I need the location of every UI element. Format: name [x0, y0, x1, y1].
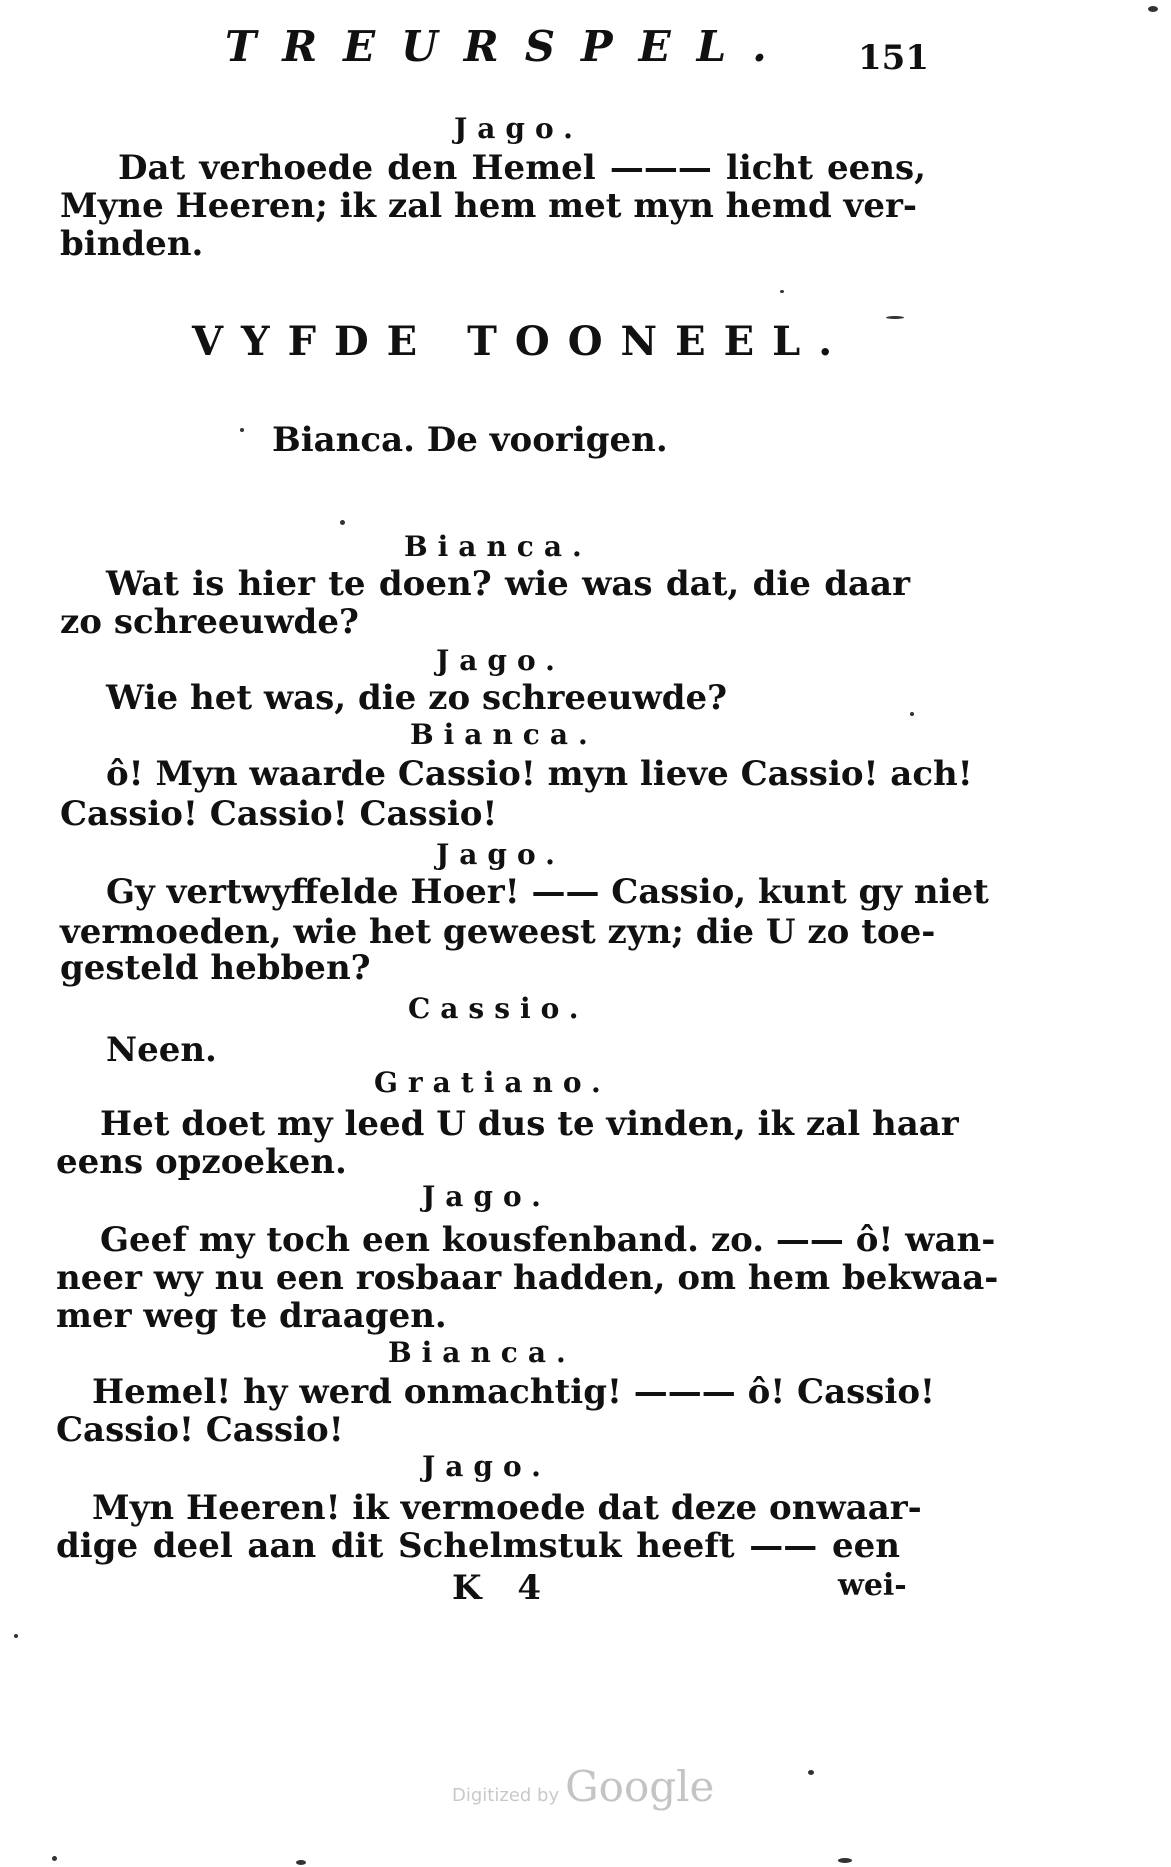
text-line: ô! Myn waarde Cassio! myn lieve Cassio! ach!	[106, 754, 973, 794]
watermark	[452, 1762, 714, 1811]
text-line: neer wy nu een rosbaar hadden, om hem bekwaa-	[56, 1258, 999, 1298]
text-line: Wie het was, die zo schreeuwde?	[106, 678, 728, 718]
watermark-small-text: Digitized by	[452, 1785, 560, 1806]
text-line: Wat is hier te doen? wie was dat, die daar	[106, 564, 910, 604]
text-line: zo schreeuwde?	[60, 602, 359, 642]
text-line: dige deel aan dit Schelmstuk heeft —— een	[56, 1526, 900, 1566]
speaker-label: Cassio.	[408, 992, 589, 1025]
speaker-label: Bianca.	[404, 530, 592, 563]
scan-speck	[296, 1860, 306, 1865]
text-line: Neen.	[106, 1030, 217, 1070]
page-number: 151	[858, 38, 929, 78]
text-line: Myne Heeren; ik zal hem met myn hemd ver-	[60, 186, 917, 226]
scan-speck	[1148, 6, 1158, 12]
speaker-label: Bianca.	[410, 718, 598, 751]
speaker-label: Jago.	[436, 644, 565, 677]
scan-speck	[808, 1770, 814, 1775]
speaker-label: Jago.	[454, 112, 583, 145]
text-line: Cassio! Cassio!	[56, 1410, 344, 1450]
text-line: Het doet my leed U dus te vinden, ik zal haar	[100, 1104, 959, 1144]
catchword: wei-	[838, 1568, 907, 1603]
speaker-label: Jago.	[422, 1450, 551, 1483]
text-line: eens opzoeken.	[56, 1142, 347, 1182]
text-line: Hemel! hy werd onmachtig! ——— ô! Cassio!	[92, 1372, 935, 1412]
speaker-label: Gratiano.	[374, 1066, 611, 1099]
text-line: Myn Heeren! ik vermoede dat deze onwaar-	[92, 1488, 922, 1528]
text-line: Dat verhoede den Hemel ——— licht eens,	[118, 148, 926, 188]
text-line: mer weg te draagen.	[56, 1296, 447, 1336]
watermark-logo: Google	[565, 1762, 715, 1811]
scan-speck	[910, 712, 914, 716]
scan-speck	[240, 428, 244, 432]
scan-speck	[14, 1634, 18, 1638]
cast-list: Bianca. De voorigen.	[272, 420, 668, 460]
signature-mark: K 4	[452, 1568, 554, 1608]
text-line: gesteld hebben?	[60, 948, 371, 988]
scan-speck	[838, 1858, 852, 1863]
speaker-label: Jago.	[436, 838, 565, 871]
speaker-label: Jago.	[422, 1180, 551, 1213]
text-line: vermoeden, wie het geweest zyn; die U zo toe-	[60, 912, 936, 952]
scene-title: VYFDE TOONEEL.	[192, 318, 851, 365]
scan-speck	[886, 316, 904, 319]
text-line: Geef my toch een kousfenband. zo. —— ô! wan-	[100, 1220, 996, 1260]
speaker-label: Bianca.	[388, 1336, 576, 1369]
scan-speck	[340, 520, 345, 525]
scan-speck	[780, 290, 784, 293]
text-line: Gy vertwyffelde Hoer! —— Cassio, kunt gy niet	[106, 872, 989, 912]
running-head: TREURSPEL.	[225, 22, 793, 71]
text-line: binden.	[60, 224, 204, 264]
text-line: Cassio! Cassio! Cassio!	[60, 794, 498, 834]
scan-speck	[52, 1856, 57, 1861]
